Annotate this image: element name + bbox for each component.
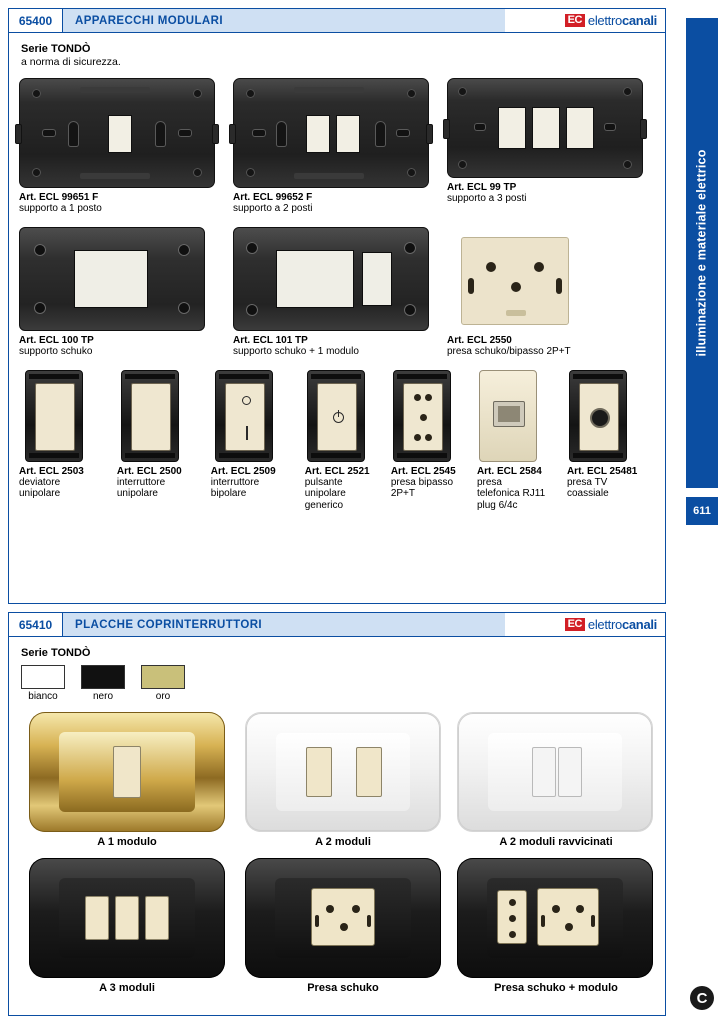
brand-mark-icon: EC [565, 14, 585, 28]
brand-word: elettrocanali [587, 617, 657, 632]
product-cell [117, 370, 211, 512]
plaque-caption: A 3 moduli [99, 982, 155, 994]
plaque-3-moduli [29, 858, 225, 978]
product-cell [567, 370, 655, 512]
swatch-label: nero [92, 691, 113, 702]
product-desc: interruttore bipolare [210, 476, 260, 500]
serie-subtitle-1: a norma di sicurezza. [21, 56, 121, 68]
brand-word: elettrocanali [587, 13, 657, 28]
support-plate-2 [233, 78, 429, 188]
product-desc: supporto schuko [19, 345, 93, 357]
product-code: Art. ECL 2550 [446, 334, 512, 346]
brand-mark-icon: EC [565, 618, 585, 632]
plaque-2-moduli [245, 712, 441, 832]
product-code: Art. ECL 2503 [19, 465, 84, 477]
module-presa-bipasso [393, 370, 451, 462]
side-tab-category [686, 18, 718, 488]
product-code: Art. ECL 2584 [476, 465, 542, 477]
module-presa-tv-coassiale [569, 370, 627, 462]
side-tab-label: illuminazione e materiale elettrico [695, 149, 710, 357]
product-desc: deviatore unipolare [19, 476, 61, 500]
product-desc: pulsante unipolare generico [304, 476, 346, 512]
product-cell [19, 227, 233, 358]
company-logo-icon: C [690, 986, 714, 1010]
product-desc: supporto schuko + 1 modulo [232, 345, 359, 357]
plaque-caption: A 2 moduli ravvicinati [499, 836, 613, 848]
section-2-header [9, 613, 665, 637]
product-code: Art. ECL 99 TP [446, 182, 517, 193]
serie-title-1: Serie TONDÒ [21, 43, 91, 55]
plaque-1-modulo [29, 712, 225, 832]
plaque-presa-schuko [245, 858, 441, 978]
product-desc: presa schuko/bipasso 2P+T [446, 345, 571, 357]
swatch-label: oro [155, 691, 171, 702]
product-cell [391, 370, 477, 512]
product-code: Art. ECL 99651 F [19, 192, 99, 203]
swatch-bianco [21, 665, 65, 702]
product-cell [233, 227, 447, 358]
support-schuko [19, 227, 205, 331]
swatch-label: bianco [28, 691, 58, 702]
product-cell [447, 78, 655, 215]
brand-logo-1 [505, 9, 665, 32]
product-cell [477, 370, 567, 512]
plaque-caption: A 2 moduli [315, 836, 371, 848]
support-schuko-plus-module [233, 227, 429, 331]
product-desc: presa telefonica RJ11 plug 6/4c [476, 476, 546, 512]
product-code: Art. ECL 2521 [304, 465, 370, 477]
plaque-row-1 [19, 712, 655, 848]
section-1-body [9, 33, 665, 512]
product-row-schuko [19, 227, 655, 358]
product-cell [19, 78, 233, 215]
product-row-supports [19, 78, 655, 215]
section-apparecchi-modulari [8, 8, 666, 604]
section-2-title: PLACCHE COPRINTERRUTTORI [63, 613, 505, 636]
product-row-modules [19, 370, 655, 512]
product-desc: supporto a 2 posti [232, 203, 313, 214]
product-code: Art. ECL 2509 [210, 465, 276, 477]
product-code: Art. ECL 2545 [390, 465, 456, 477]
side-tab [680, 0, 724, 1024]
section-placche-coprinterruttori [8, 612, 666, 1016]
product-cell [19, 370, 117, 512]
plaque-cell [235, 712, 451, 848]
color-swatches [21, 665, 655, 702]
section-1-header [9, 9, 665, 33]
plaque-cell [235, 858, 451, 994]
section-2-body [9, 637, 665, 994]
section-2-code: 65410 [9, 613, 63, 636]
module-pulsante-unipolare [307, 370, 365, 462]
module-interruttore-unipolare [121, 370, 179, 462]
serie-title-2: Serie TONDÒ [21, 647, 91, 659]
module-deviatore-unipolare [25, 370, 83, 462]
product-cell [305, 370, 391, 512]
product-desc: supporto a 1 posto [19, 203, 102, 214]
plaque-presa-schuko-modulo [457, 858, 653, 978]
page-number: 611 [686, 497, 718, 525]
plaque-caption: A 1 modulo [97, 836, 157, 848]
module-presa-telefonica-rj11 [479, 370, 537, 462]
product-cell [233, 78, 447, 215]
product-code: Art. ECL 100 TP [19, 334, 94, 346]
product-code: Art. ECL 25481 [566, 465, 638, 477]
product-desc: presa bipasso 2P+T [390, 476, 454, 500]
brand-logo-2 [505, 613, 665, 636]
plaque-cell [451, 712, 661, 848]
plaque-caption: Presa schuko [307, 982, 379, 994]
product-code: Art. ECL 101 TP [232, 334, 308, 346]
product-cell [447, 227, 655, 358]
support-plate-3 [447, 78, 643, 178]
socket-schuko-bipasso [461, 237, 569, 325]
product-code: Art. ECL 2500 [116, 465, 182, 477]
swatch-oro [141, 665, 185, 702]
section-1-code: 65400 [9, 9, 63, 32]
plaque-caption: Presa schuko + modulo [494, 982, 618, 994]
swatch-nero [81, 665, 125, 702]
plaque-row-2 [19, 858, 655, 994]
product-cell [211, 370, 305, 512]
product-desc: presa TV coassiale [566, 476, 609, 500]
plaque-cell [19, 712, 235, 848]
product-desc: interruttore unipolare [116, 476, 166, 500]
module-interruttore-bipolare [215, 370, 273, 462]
section-1-title: APPARECCHI MODULARI [63, 9, 505, 32]
plaque-cell [19, 858, 235, 994]
support-plate-1 [19, 78, 215, 188]
product-desc: supporto a 3 posti [446, 193, 527, 204]
product-code: Art. ECL 99652 F [232, 192, 313, 203]
plaque-cell [451, 858, 661, 994]
plaque-2-moduli-ravvicinati [457, 712, 653, 832]
